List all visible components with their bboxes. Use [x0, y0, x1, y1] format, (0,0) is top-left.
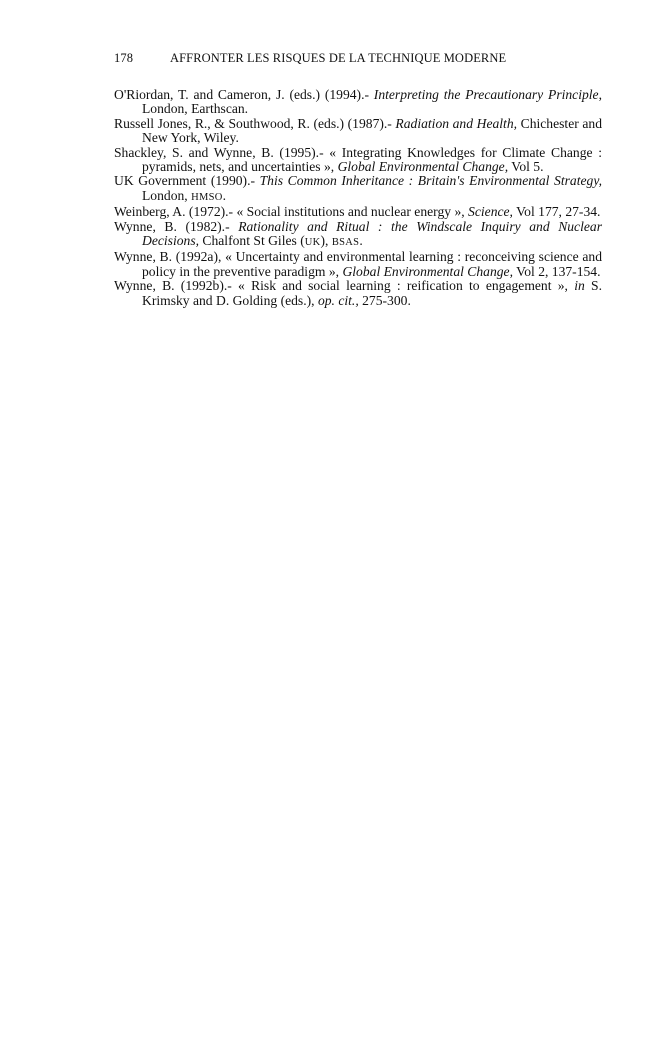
running-title: AFFRONTER LES RISQUES DE LA TECHNIQUE MODERNE: [170, 51, 507, 65]
reference-entry: Shackley, S. and Wynne, B. (1995).- « Integrating Knowledges for Climate Change : pyramids, nets, and uncertainties », Global Environmental Change, Vol 5.: [114, 144, 602, 175]
reference-entry: Wynne, B. (1982).- Rationality and Ritual : the Windscale Inquiry and Nuclear Decisions, Chalfont St Giles (UK), BSAS.: [114, 218, 602, 249]
reference-list: [114, 88, 602, 308]
reference-entry: Weinberg, A. (1972).- « Social institutions and nuclear energy », Science, Vol 177, 27-34.: [114, 204, 601, 220]
reference-entry: Russell Jones, R., & Southwood, R. (eds.) (1987).- Radiation and Health, Chichester and New York, Wiley.: [114, 115, 602, 146]
reference-entry: UK Government (1990).- This Common Inheritance : Britain's Environmental Strategy, London, HMSO.: [114, 173, 603, 203]
reference-entry: O'Riordan, T. and Cameron, J. (eds.) (1994).- Interpreting the Precautionary Principle, London, Earthscan.: [114, 87, 603, 117]
reference-entry: Wynne, B. (1992b).- « Risk and social learning : reification to engagement », in S. Krimsky and D. Golding (eds.), op. cit., 275-300.: [114, 278, 603, 308]
page-number: 178: [114, 51, 134, 65]
reference-entry: Wynne, B. (1992a), « Uncertainty and environmental learning : reconceiving science and policy in the preventive paradigm », Global Environmental Change, Vol 2, 137-154.: [114, 249, 602, 279]
